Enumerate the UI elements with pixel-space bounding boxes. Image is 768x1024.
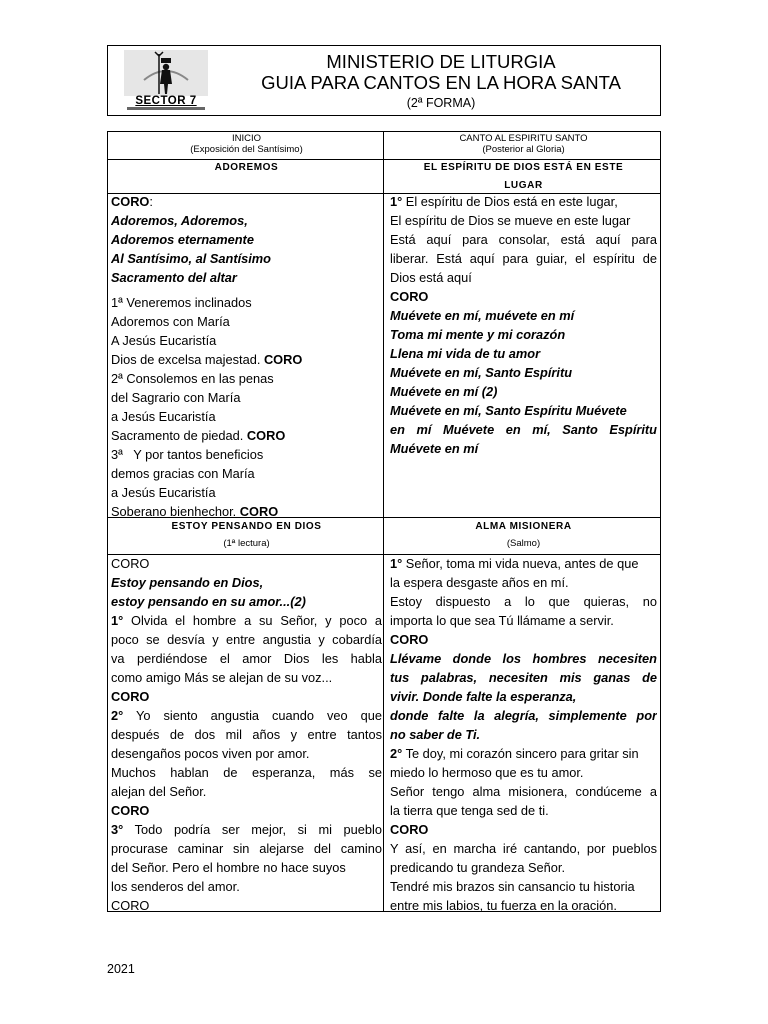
verse-line: 3° Todo podría ser mejor, si mi pueblo [111,822,382,837]
coro-line: tus palabras, necesiten mis ganas de [390,670,657,685]
coro-heading: CORO [390,822,429,837]
guide-title: GUIA PARA CANTOS EN LA HORA SANTA [261,72,621,93]
document-header [107,45,661,116]
coro-heading: CORO [111,803,150,818]
coro-line: estoy pensando en su amor...(2) [111,594,306,609]
verse-line: poco se desvía y entre angustia y cobardía [111,632,382,647]
verse-line: del Señor. Pero el hombre no hace suyos [111,860,346,875]
verse-line: 2° Yo siento angustia cuando veo que [111,708,382,723]
songs-table [107,131,661,912]
inicio-header [111,133,382,159]
coro-heading: CORO [390,632,429,647]
verse-line: Dios de excelsa majestad. CORO [111,352,303,367]
verse-line: a Jesús Eucaristía [111,409,216,424]
verse-line: alejan del Señor. [111,784,207,799]
verse-line: A Jesús Eucaristía [111,333,217,348]
coro-line: vivir. Donde falte la esperanza, [390,689,577,704]
table-border-top [107,131,661,132]
coro-line: donde falte la alegría, simplemente por [390,708,657,723]
adoremos-lyrics [111,192,382,517]
coro-line: Muévete en mí, Santo Espíritu [390,365,573,380]
coro-line: Muévete en mí [390,441,479,456]
verse-line: predicando tu grandeza Señor. [390,860,566,875]
table-border-left [107,131,108,912]
verse-line: El espíritu de Dios se mueve en este lugar [390,213,631,228]
verse-line: miedo lo hermoso que es tu amor. [390,765,584,780]
coro-heading: CORO [111,556,150,571]
coro-heading: CORO [390,289,429,304]
verse-line: Y así, en marcha iré cantando, por pueblos [390,841,657,856]
verse-line: del Sagrario con María [111,390,241,405]
verse-line: Muchos hablan de esperanza, más se [111,765,382,780]
song-title-pensando [111,520,382,554]
verse-line: 2° Te doy, mi corazón sincero para gritar sin [390,746,639,761]
coro-line: Muévete en mí (2) [390,384,498,399]
verse-line: la espera desgaste años en mí. [390,575,569,590]
verse-line: Señor tengo alma misionera, condúceme a [390,784,657,799]
verse-line: a Jesús Eucaristía [111,485,216,500]
coro-line: Llena mi vida de tu amor [390,346,541,361]
table-divider [107,517,661,518]
verse-line: 1° Señor, toma mi vida nueva, antes de que [390,556,639,571]
verse-line: 2ª Consolemos en las penas [111,371,274,386]
footer-year: 2021 [107,962,135,976]
pensando-lyrics [111,554,382,911]
coro-line: Llévame donde los hombres necesiten [390,651,657,666]
verse-line: Sacramento de piedad. CORO [111,428,286,443]
verse-line: procurase caminar sin alejarse del camino [111,841,382,856]
verse-line: 3ª Y por tantos beneficios [111,447,264,462]
section-sublabel: (Exposición del Santísimo) [190,144,303,155]
verse-line: Está aquí para consolar, está aquí para [390,232,657,247]
coro-line: Sacramento del altar [111,270,237,285]
table-column-divider [383,131,384,912]
verse-line: desengaños pocos viven por amor. [111,746,310,761]
form-subtitle: (2ª FORMA) [406,96,476,110]
coro-line: en mí Muévete en mí, Santo Espíritu [390,422,657,437]
logo-underline [127,107,205,110]
espiritu-lyrics [390,192,657,517]
verse-line: entre mis labios, tu fuerza en la oración. [390,898,617,911]
verse-line: 1° Olvida el hombre a su Señor, y poco a [111,613,382,628]
espiritu-header [390,133,657,159]
coro-line: Muévete en mí, Santo Espíritu Muévete [390,403,627,418]
section-sublabel: (Posterior al Gloria) [482,144,565,155]
section-label: INICIO [231,133,262,144]
verse-line: los senderos del amor. [111,879,240,894]
sector-logo [124,50,208,112]
misionera-lyrics [390,554,657,911]
verse-line: la tierra que tenga sed de ti. [390,803,549,818]
verse-line: Dios está aquí [390,270,472,285]
song-title-espiritu [390,159,657,193]
song-title-line: LUGAR [504,180,543,191]
section-label: CANTO AL ESPIRITU SANTO [459,133,588,144]
logo-figure-icon [124,50,208,96]
song-title-line: EL ESPÍRITU DE DIOS ESTÁ EN ESTE [423,162,624,173]
verse-line: después de dos mil años y entre tantos [111,727,382,742]
table-border-right [660,131,661,912]
song-title-text: ALMA MISIONERA [475,521,572,532]
song-title-misionera [390,520,657,554]
verse-line: como amigo Más se alejan de su voz... [111,670,333,685]
verse-line: Estoy dispuesto a lo que quieras, no [390,594,657,609]
coro-line: Al Santísimo, al Santísimo [111,251,271,266]
table-border-bottom [107,911,661,912]
verse-line: 1ª Veneremos inclinados [111,295,252,310]
coro-line: no saber de Ti. [390,727,481,742]
section-sublabel: (1ª lectura) [223,538,270,549]
ministry-title: MINISTERIO DE LITURGIA [326,51,556,72]
logo-label: SECTOR 7 [135,95,197,107]
coro-heading: CORO: [111,194,153,209]
coro-heading: CORO [111,689,150,704]
verse-line: va perdiéndose el amor Dios les habla [111,651,382,666]
song-title-text: ESTOY PENSANDO EN DIOS [171,521,322,532]
verse-line: Tendré mis brazos sin cansancio tu historia [390,879,635,894]
verse-line: Adoremos con María [111,314,230,329]
verse-line: Soberano bienhechor. CORO [111,504,279,517]
coro-line: Estoy pensando en Dios, [111,575,264,590]
coro-line: Adoremos eternamente [111,232,254,247]
song-title-adoremos [111,159,382,193]
coro-line: Toma mi mente y mi corazón [390,327,566,342]
coro-heading: CORO [111,898,150,911]
coro-line: Adoremos, Adoremos, [111,213,248,228]
verse-line: liberar. Está aquí para guiar, el espíritu de [390,251,657,266]
verse-line: 1° El espíritu de Dios está en este lugar, [390,194,618,209]
song-title-text: ADOREMOS [214,162,279,173]
verse-line: importa lo que sea Tú llámame a servir. [390,613,614,628]
verse-line: demos gracias con María [111,466,255,481]
coro-line: Muévete en mí, muévete en mí [390,308,575,323]
section-sublabel: (Salmo) [506,538,541,549]
